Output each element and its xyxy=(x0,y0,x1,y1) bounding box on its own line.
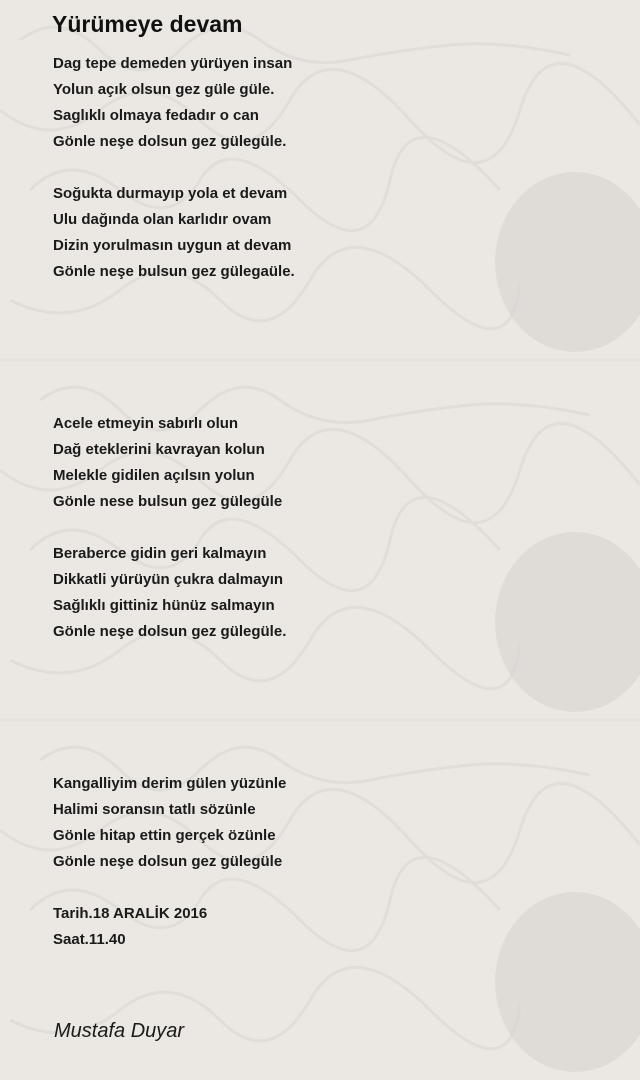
poem-time: Saat.11.40 xyxy=(53,931,126,948)
poem-line: Gönle nese bulsun gez gülegüle xyxy=(53,493,283,510)
poem-line: Dizin yorulmasın uygun at devam xyxy=(53,237,292,254)
poem-author: Mustafa Duyar xyxy=(54,1020,185,1042)
poem-line: Sağlıklı gittiniz hünüz salmayın xyxy=(53,597,275,614)
poem-line: Dağ eteklerini kavrayan kolun xyxy=(53,441,265,458)
poem-line: Gönle hitap ettin gerçek özünle xyxy=(53,827,276,844)
poem-line: Kangalliyim derim gülen yüzünle xyxy=(53,775,287,792)
poem-line: Dag tepe demeden yürüyen insan xyxy=(53,55,293,72)
poem-line: Yolun açık olsun gez güle güle. xyxy=(53,81,275,98)
poem-line: Gönle neşe dolsun gez gülegüle. xyxy=(53,623,287,640)
poem-line: Gönle neşe dolsun gez gülegüle. xyxy=(53,133,287,150)
poem-line: Saglıklı olmaya fedadır o can xyxy=(53,107,259,124)
poem-line: Beraberce gidin geri kalmayın xyxy=(53,545,267,562)
poem-title: Yürümeye devam xyxy=(52,11,243,37)
poem-line: Gönle neşe bulsun gez gülegaüle. xyxy=(53,263,295,280)
poem-line: Acele etmeyin sabırlı olun xyxy=(53,415,239,432)
poem-line: Halimi soransın tatlı sözünle xyxy=(53,801,256,818)
poem-line: Melekle gidilen açılsın yolun xyxy=(53,467,255,484)
poem-line: Soğukta durmayıp yola et devam xyxy=(53,185,288,202)
poem-date: Tarih.18 ARALİK 2016 xyxy=(53,905,208,922)
poem-line: Dikkatli yürüyün çukra dalmayın xyxy=(53,571,284,588)
poem-line: Ulu dağında olan karlıdır ovam xyxy=(53,211,272,228)
poem-line: Gönle neşe dolsun gez gülegüle xyxy=(53,853,283,870)
